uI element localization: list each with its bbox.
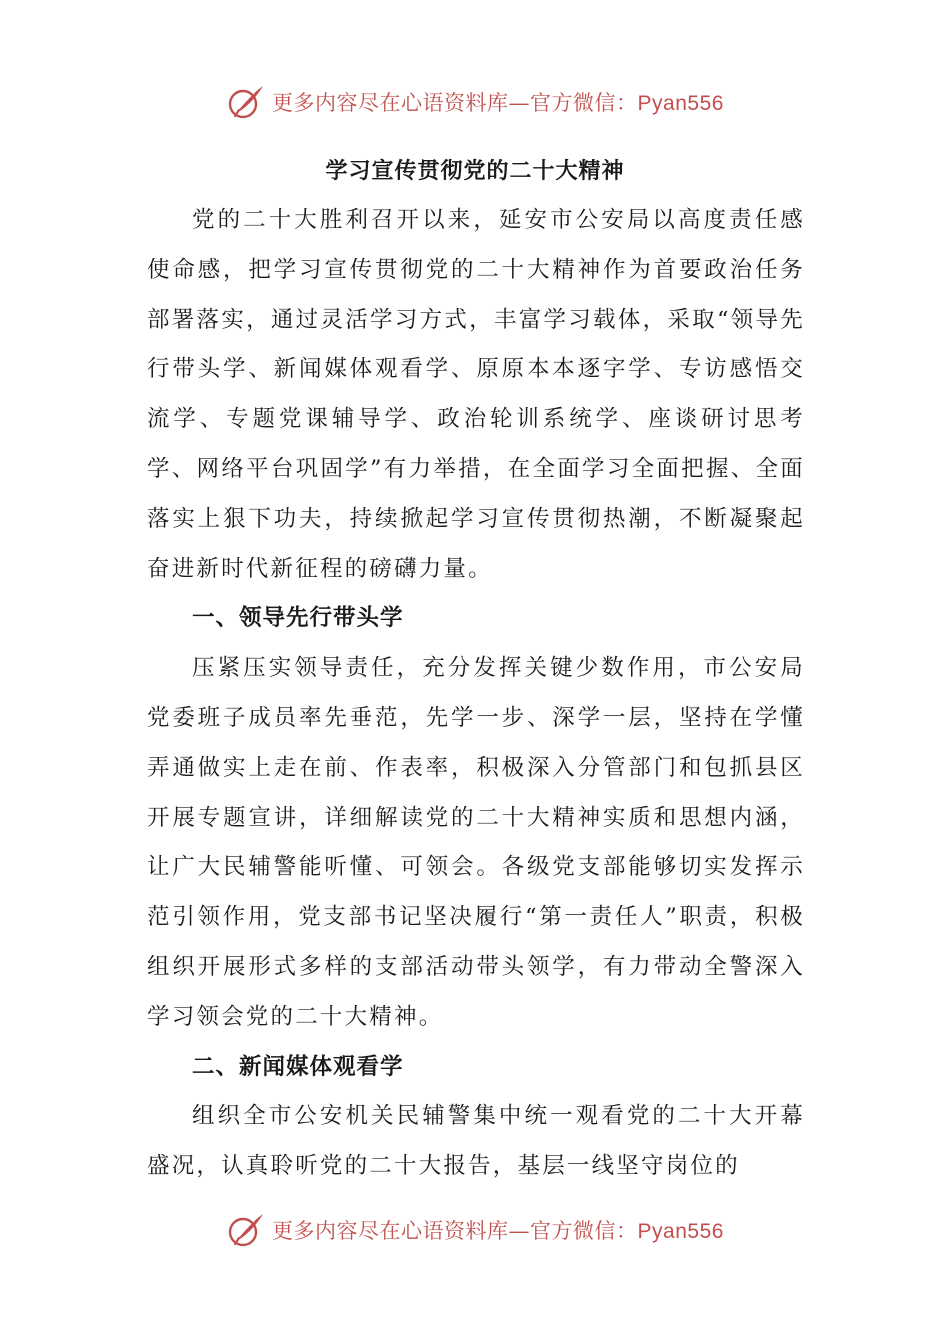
document-title: 学习宣传贯彻党的二十大精神 [325,159,625,184]
quill-pen-logo-icon [226,82,266,122]
quill-pen-logo-icon [226,1210,266,1250]
intro-paragraph: 党的二十大胜利召开以来，延安市公安局以高度责任感使命感，把学习宣传贯彻党的二十大精神作为首要政治任务部署落实，通过灵活学习方式，丰富学习载体，采取“领导先行带头学、新闻媒体观看学、原原本本逐字学、专访感悟交流学、专题党课辅导学、政治轮训系统学、座谈研讨思考学、网络平台巩固学”有力举措，在全面学习全面把握、全面落实上狠下功夫，持续掀起学习宣传贯彻热潮，不断凝聚起奋进新时代新征程的磅礴力量。 [147,207,805,582]
section-paragraph-2: 组织全市公安机关民辅警集中统一观看党的二十大开幕盛况，认真聆听党的二十大报告，基层一线坚守岗位的 [147,1103,805,1180]
section-heading-2: 二、新闻媒体观看学 [192,1053,404,1080]
watermark-banner-bottom [0,1208,950,1252]
section-heading-1: 一、领导先行带头学 [192,605,404,632]
watermark-banner-top [0,80,950,124]
watermark-text: 更多内容尽在心语资料库—官方微信：Pyan556 [272,91,724,115]
section-paragraph-1: 压紧压实领导责任，充分发挥关键少数作用，市公安局党委班子成员率先垂范，先学一步、深学一层，坚持在学懂弄通做实上走在前、作表率，积极深入分管部门和包抓县区开展专题宣讲，详细解读党的二十大精神实质和思想内涵，让广大民辅警能听懂、可领会。各级党支部能够切实发挥示范引领作用，党支部书记坚决履行“第一责任人”职责，积极组织开展形式多样的支部活动带头领学，有力带动全警深入学习领会党的二十大精神。 [147,655,805,1030]
watermark-text: 更多内容尽在心语资料库—官方微信：Pyan556 [272,1219,724,1243]
document-body [147,196,805,1192]
